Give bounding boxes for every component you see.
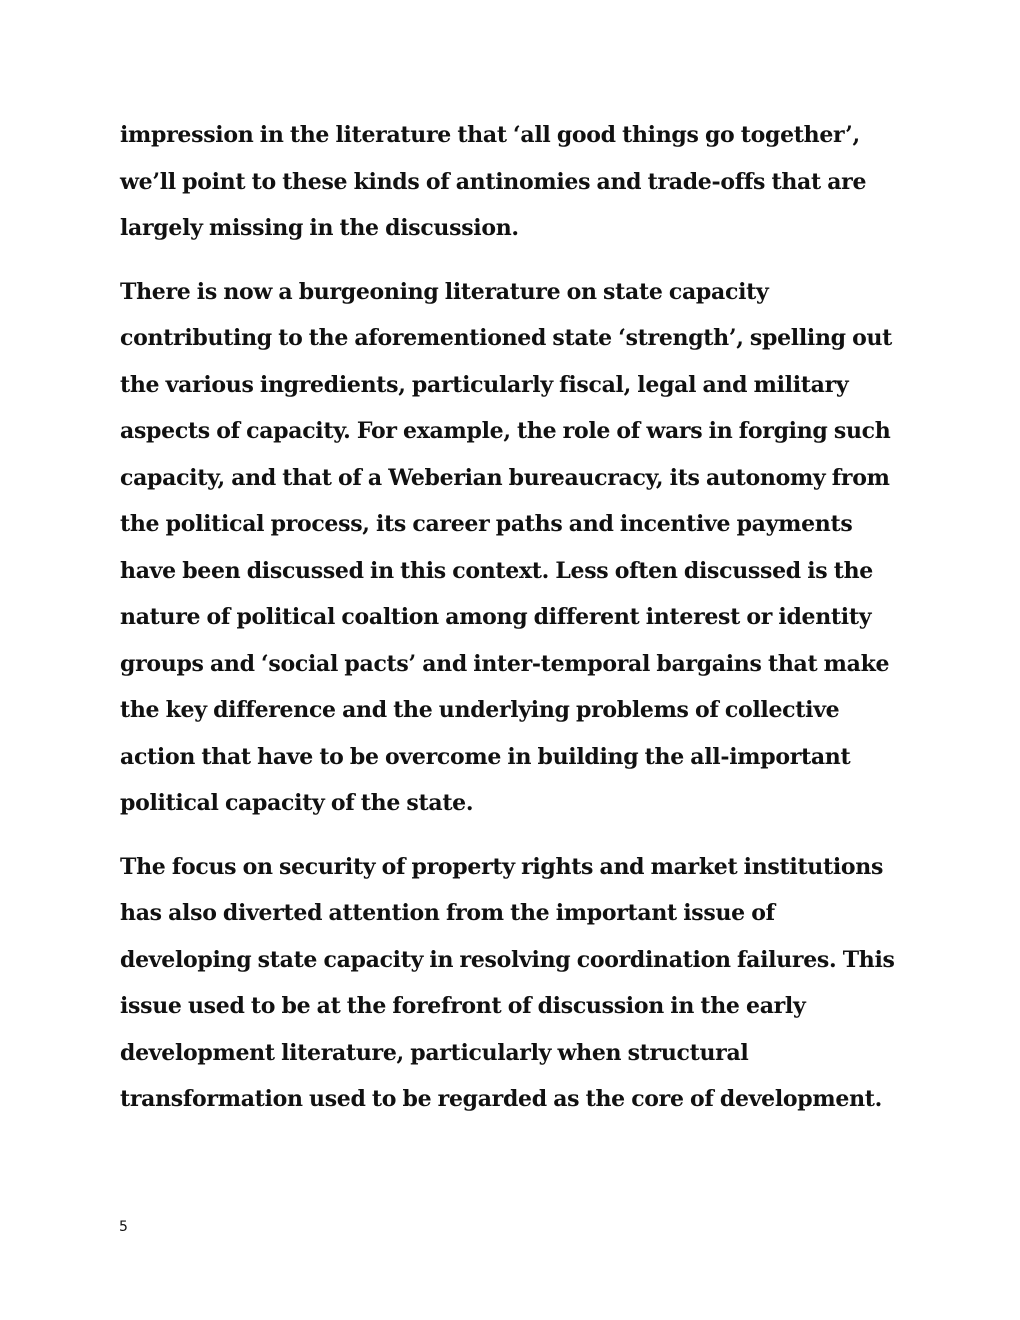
paragraph-1: impression in the literature that ‘all good things go together’, we’ll point to these kinds of antinomies and trade-offs that are largely missing in the discussion. (120, 122, 867, 241)
paragraph-2: There is now a burgeoning literature on state capacity contributing to the aforementioned state ‘strength’, spelling out the various ingredients, particularly fiscal, legal and military aspects of capacity. For example, the role of wars in forging such capacity, and that of a Weberian bureaucracy, its autonomy from the political process, its career paths and incentive payments have been discussed in this context. Less often discussed is the nature of political coaltion among different interest or identity groups and ‘social pacts’ and inter-temporal bargains that make the key difference and the underlying problems of collective action that have to be overcome in building the all-important political capacity of the state. (120, 278, 893, 816)
paragraph-3: The focus on security of property rights and market institutions has also diverted attention from the important issue of developing state capacity in resolving coordination failures. This issue used to be at the forefront of discussion in the early development literature, particularly when structural transformation used to be regarded as the core of development. (120, 853, 895, 1112)
page-number: 5 (119, 1219, 128, 1235)
body-text (120, 112, 910, 1123)
